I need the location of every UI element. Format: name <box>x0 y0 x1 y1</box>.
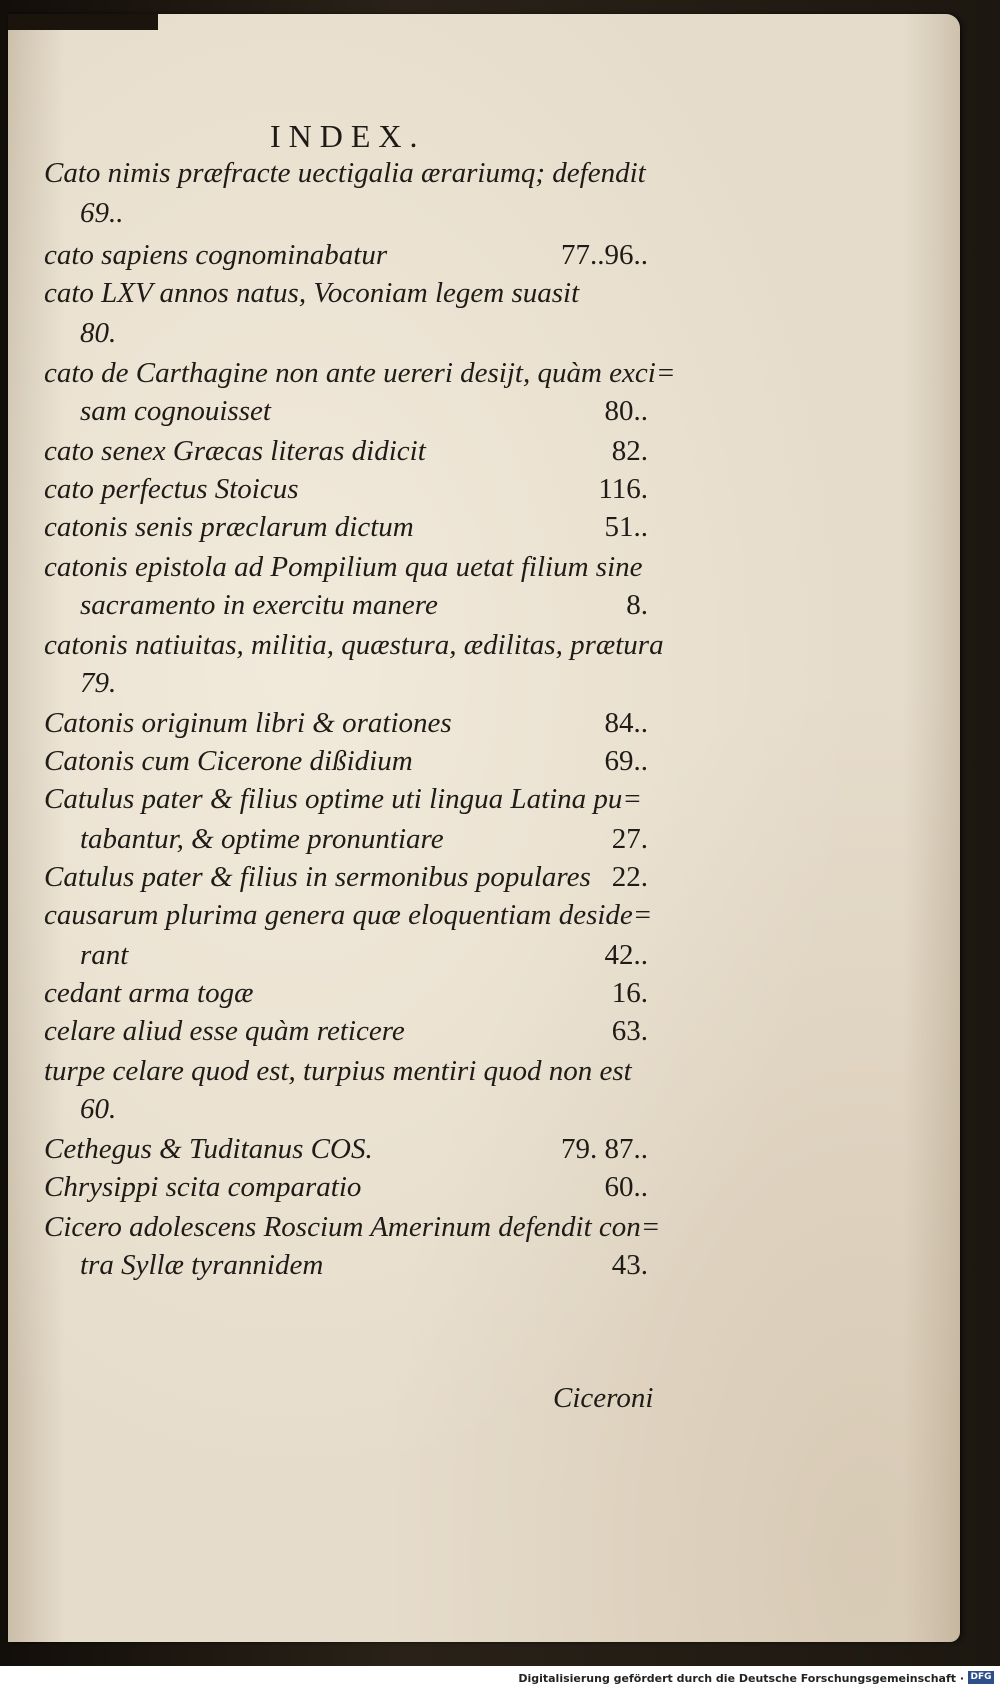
entry-text: Cicero adolescens Roscium Amerinum defendit con= <box>44 1211 661 1243</box>
entry-page-number: 79. 87.. <box>561 1133 648 1165</box>
entry-page-number: 80.. <box>604 395 648 427</box>
entry-continuation: tabantur, & optime pronuntiare <box>80 823 444 855</box>
entry-text: Cethegus & Tuditanus COS. <box>44 1133 373 1165</box>
footer-strip <box>0 1666 1000 1688</box>
running-head: INDEX. <box>270 118 426 154</box>
dfg-logo: DFG <box>968 1671 994 1684</box>
book-page <box>8 14 960 1642</box>
entry-text: Catonis cum Cicerone dißidium <box>44 745 413 777</box>
entry-continuation: tra Syllæ tyrannidem <box>80 1249 324 1281</box>
page-corner-shadow <box>8 14 158 30</box>
entry-text: turpe celare quod est, turpius mentiri quod non est <box>44 1055 632 1087</box>
entry-text: cedant arma togæ <box>44 977 254 1009</box>
entry-page-number: 116. <box>598 473 648 505</box>
entry-page-number: 77..96.. <box>561 239 648 271</box>
entry-text: cato perfectus Stoicus <box>44 473 299 505</box>
entry-text: celare aliud esse quàm reticere <box>44 1015 405 1047</box>
footer-credit: Digitalisierung gefördert durch die Deutsche Forschungsgemeinschaft · <box>518 1672 964 1685</box>
entry-text: Cato nimis præfracte uectigalia ærariumq; defendit <box>44 157 646 189</box>
entry-text: Chrysippi scita comparatio <box>44 1171 362 1203</box>
entry-page-number: 60.. <box>604 1171 648 1203</box>
entry-continuation: rant <box>80 939 129 971</box>
entry-text: Catulus pater & filius optime uti lingua Latina pu= <box>44 783 642 815</box>
catchword: Ciceroni <box>553 1382 654 1414</box>
entry-page-number: 84.. <box>604 707 648 739</box>
entry-page-number: 63. <box>611 1015 648 1047</box>
entry-text: catonis epistola ad Pompilium qua uetat filium sine <box>44 551 643 583</box>
entry-continuation: 80. <box>80 317 117 349</box>
entry-page-number: 69.. <box>604 745 648 777</box>
entry-page-number: 42.. <box>604 939 648 971</box>
entry-text: cato senex Græcas literas didicit <box>44 435 426 467</box>
entry-text: cato LXV annos natus, Voconiam legem suasit <box>44 277 580 309</box>
entry-page-number: 22. <box>611 861 648 893</box>
entry-text: catonis senis præclarum dictum <box>44 511 414 543</box>
entry-text: cato sapiens cognominabatur <box>44 239 388 271</box>
entry-text: causarum plurima genera quæ eloquentiam deside= <box>44 899 653 931</box>
entry-text: Catonis originum libri & orationes <box>44 707 452 739</box>
entry-text: Catulus pater & filius in sermonibus populares <box>44 861 591 893</box>
entry-page-number: 27. <box>611 823 648 855</box>
entry-continuation: 79. <box>80 667 117 699</box>
entry-page-number: 43. <box>611 1249 648 1281</box>
entry-text: catonis natiuitas, militia, quæstura, ædilitas, prætura <box>44 629 664 661</box>
entry-text: cato de Carthagine non ante uereri desijt, quàm exci= <box>44 357 676 389</box>
entry-page-number: 82. <box>611 435 648 467</box>
entry-continuation: 60. <box>80 1093 117 1125</box>
entry-page-number: 51.. <box>604 511 648 543</box>
entry-continuation: 69.. <box>80 197 124 229</box>
entry-page-number: 8. <box>626 589 648 621</box>
entry-page-number: 16. <box>611 977 648 1009</box>
entry-continuation: sacramento in exercitu manere <box>80 589 438 621</box>
entry-continuation: sam cognouisset <box>80 395 271 427</box>
